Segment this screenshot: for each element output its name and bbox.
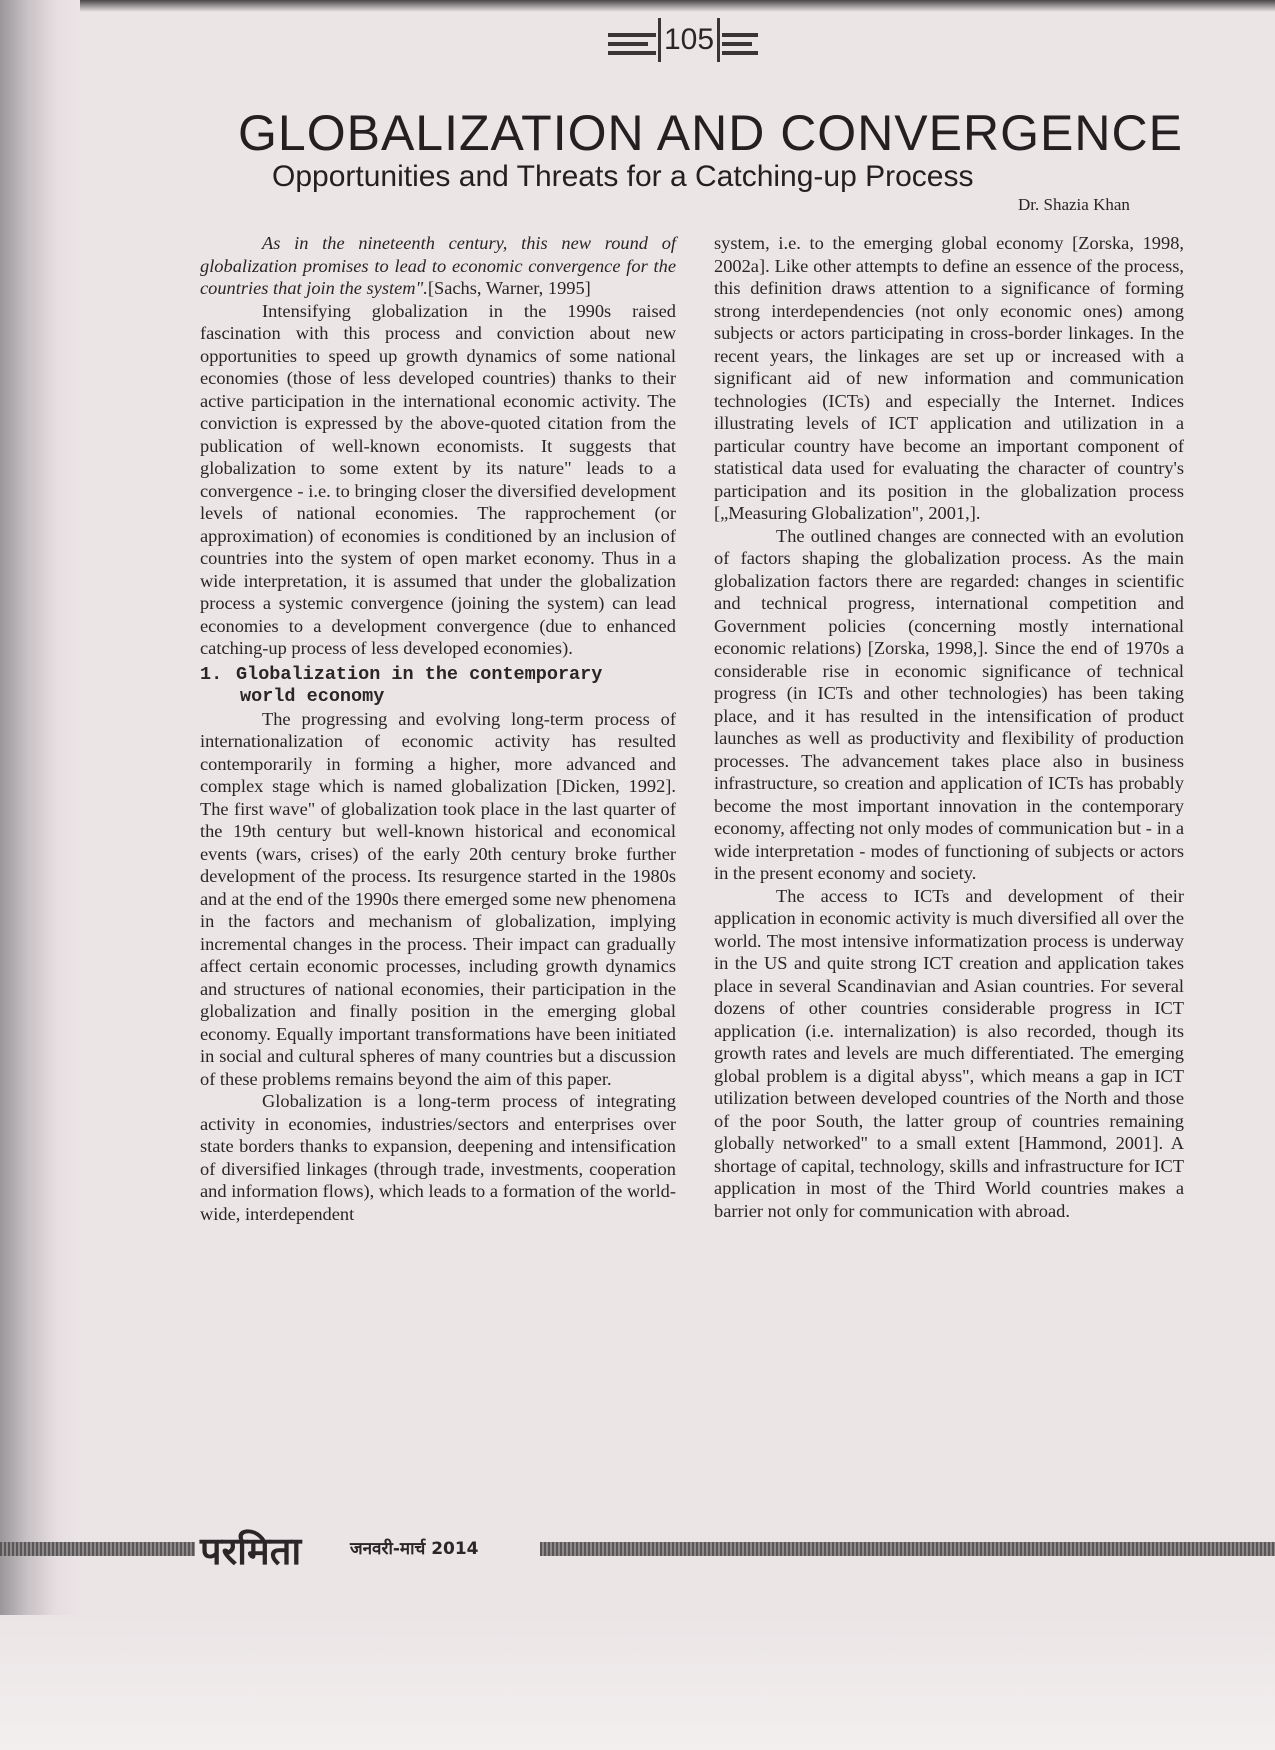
- epigraph: [200, 232, 676, 300]
- left-paragraph-2: The progressing and evolving long-term process of internationalization of economic activity has resulted contemporarily in forming a higher, more advanced and complex stage which is named globalization [Dicken, 1992]. The first wave" of globalization took place in the last quarter of the 19th century but well-known historical and economical events (wars, crises) of the early 20th century broke further development of the process. Its resurgence started in the 1980s and at the end of the 1990s there emerged some new phenomena in the factors and mechanism of globalization, implying incremental changes in the process. Their impact can gradually affect certain economic processes, including growth dynamics and structures of national economies, their participation in the globalization and finally position in the emerging global economy. Equally important transformations have been initiated in social and cultural spheres of many countries but a discussion of these problems remains beyond the aim of this paper.: [200, 708, 676, 1089]
- issue-date: जनवरी-मार्च 2014: [350, 1539, 479, 1559]
- section-heading: [200, 664, 676, 708]
- page-number-ornament: [608, 18, 758, 68]
- right-paragraph-2: The outlined changes are connected with an evolution of factors shaping the globalization process. As the main globalization factors there are regarded: changes in scientific and technical progress, international competition and Government policies (concerning mostly international economic relations) [Zorska, 1998,]. Since the end of 1970s a considerable rise in economic significance of technical progress (in ICTs and other technologies) has been taking place, and it has resulted in the intensification of product launches as well as productivity and flexibility of production processes. The advancement takes place also in business infrastructure, so creation and application of ICTs has probably become the most important innovation in the contemporary economy, affecting not only modes of communication but - in a wide interpretation - modes of functioning of subjects or actors in the present economy and society.: [714, 525, 1184, 883]
- right-paragraph-3: The access to ICTs and development of their application in economic activity is much diversified all over the world. The most intensive informatization process is underway in the US and quite strong ICT creation and application takes place in several Scandinavian and Asian countries. For several dozens of other countries considerable progress in ICT application (i.e. internalization) is also recorded, though its growth rates and levels are much differentiated. The emerging global problem is a digital abyss", which means a gap in ICT utilization between developed countries of the North and those of the poor South, the latter group of countries remaining globally networked" to a small extent [Hammond, 2001]. A shortage of capital, technology, skills and infrastructure for ICT application in most of the Third World countries makes a barrier not only for communication with abroad.: [714, 885, 1184, 1221]
- ornament-bars-left: [608, 28, 656, 60]
- section-number: 1.: [200, 663, 223, 685]
- ornament-bars-right: [722, 28, 758, 60]
- right-column: [714, 232, 1184, 1222]
- left-paragraph-3: Globalization is a long-term process of integrating activity in economies, industries/sectors and enterprises over state borders thanks to expansion, deepening and intensification of diversified linkages (through trade, investments, cooperation and information flows), which leads to a formation of the world-wide, interdependent: [200, 1091, 676, 1224]
- journal-logo: परमिता: [200, 1529, 302, 1573]
- right-paragraph-1: system, i.e. to the emerging global economy [Zorska, 1998, 2002a]. Like other attempts to define an essence of the process, this definition draws attention to a significance of forming strong interdependencies (not only economic ones) among subjects or actors participating in cross-border linkages. In the recent years, the linkages are set up or increased with a significant aid of new information and communication technologies (ICTs) and especially the Internet. Indices illustrating levels of ICT application and utilization in a particular country have become an important component of statistical data used for evaluating the character of country's participation and its position in the globalization process [„Measuring Globalization", 2001,].: [714, 233, 1184, 523]
- left-paragraph-1: Intensifying globalization in the 1990s raised fascination with this process and conviction about new opportunities to speed up growth dynamics of some national economies (those of less developed countries) thanks to their active participation in the international economic activity. The conviction is expressed by the above-quoted citation from the publication of well-known economists. It suggests that globalization to some extent by its nature" leads to a convergence - i.e. to bringing closer the diversified development levels of national economies. The rapprochement (or approximation) of economies is conditioned by an inclusion of countries into the system of open market economy. Thus in a wide interpretation, it is assumed that under the globalization process a systemic convergence (joining the system) can lead economies to a development convergence (due to enhanced catching-up process of less developed economies).: [200, 300, 676, 658]
- scan-top-shadow: [0, 0, 1275, 12]
- page-footer: [0, 1528, 1275, 1572]
- scan-bottom-margin: [0, 1615, 1275, 1750]
- article-subtitle: Opportunities and Threats for a Catching-up Process: [272, 160, 974, 193]
- footer-band-right: [540, 1542, 1275, 1556]
- epigraph-quote: As in the nineteenth century, this new round of globalization promises to lead to economic convergence for the countries that join the system".: [200, 233, 676, 298]
- article-author: Dr. Shazia Khan: [1018, 195, 1130, 214]
- page-number: 105: [658, 18, 720, 62]
- epigraph-citation: [Sachs, Warner, 1995]: [427, 278, 591, 298]
- section-title-line2: world economy: [240, 685, 385, 707]
- left-column: [200, 232, 676, 1225]
- section-title-line1: Globalization in the contemporary: [236, 663, 603, 685]
- scan-binding-edge: [0, 0, 80, 1750]
- article-title: GLOBALIZATION AND CONVERGENCE: [238, 105, 1183, 161]
- footer-band-left: [0, 1542, 195, 1556]
